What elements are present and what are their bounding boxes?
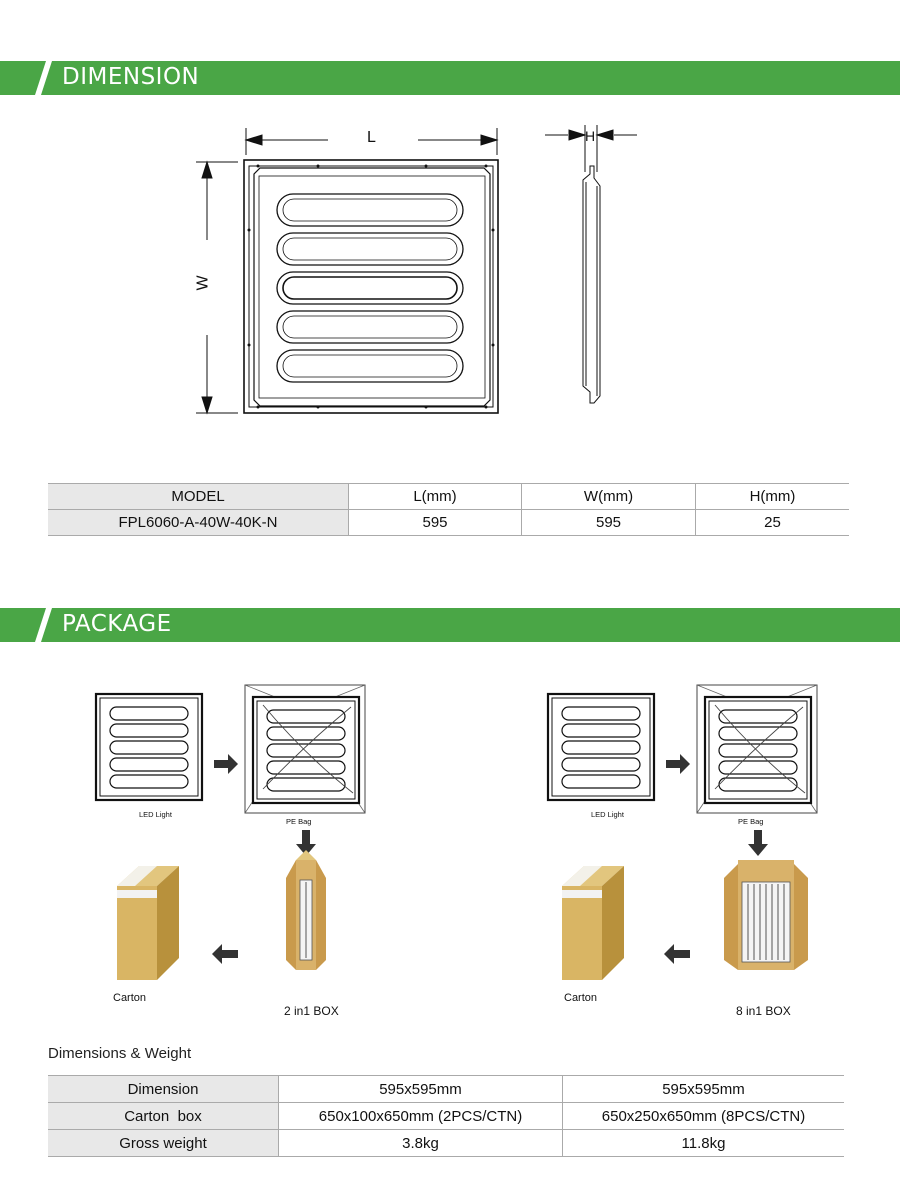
length-label: L: [367, 129, 376, 146]
right-bag-label: PE Bag: [738, 817, 764, 826]
left-box-label: 2 in1 BOX: [284, 1004, 339, 1018]
left-led-label: LED Light: [139, 810, 172, 819]
weights-table: [48, 1075, 844, 1157]
package-title: PACKAGE: [62, 611, 172, 637]
right-box-label: 8 in1 BOX: [736, 1004, 791, 1018]
width-label: W: [194, 275, 212, 291]
cell-a: 3.8kg: [279, 1130, 563, 1157]
cell-height: 25: [696, 510, 850, 536]
header-height: H(mm): [696, 484, 850, 510]
left-bag-label: PE Bag: [286, 817, 312, 826]
cell-b: 650x250x650mm (8PCS/CTN): [563, 1103, 845, 1130]
cell-length: 595: [349, 510, 522, 536]
row-label: Dimension: [48, 1076, 279, 1103]
left-carton-label: Carton: [113, 992, 147, 1004]
cell-b: 595x595mm: [563, 1076, 845, 1103]
table-row: [48, 1130, 844, 1157]
cell-a: 650x100x650mm (2PCS/CTN): [279, 1103, 563, 1130]
right-led-label: LED Light: [591, 810, 624, 819]
header-width: W(mm): [522, 484, 696, 510]
dimension-title: DIMENSION: [62, 64, 200, 90]
height-label: H: [585, 128, 596, 144]
row-label: Carton box: [48, 1103, 279, 1130]
cell-width: 595: [522, 510, 696, 536]
header-length: L(mm): [349, 484, 522, 510]
cell-a: 595x595mm: [279, 1076, 563, 1103]
table-row: [48, 1103, 844, 1130]
table-row: [48, 1076, 844, 1103]
cell-b: 11.8kg: [563, 1130, 845, 1157]
header-model: MODEL: [48, 484, 349, 510]
weights-title: Dimensions & Weight: [48, 1045, 192, 1062]
row-label: Gross weight: [48, 1130, 279, 1157]
right-carton-label: Carton: [564, 992, 598, 1004]
cell-model: FPL6060-A-40W-40K-N: [48, 510, 349, 536]
